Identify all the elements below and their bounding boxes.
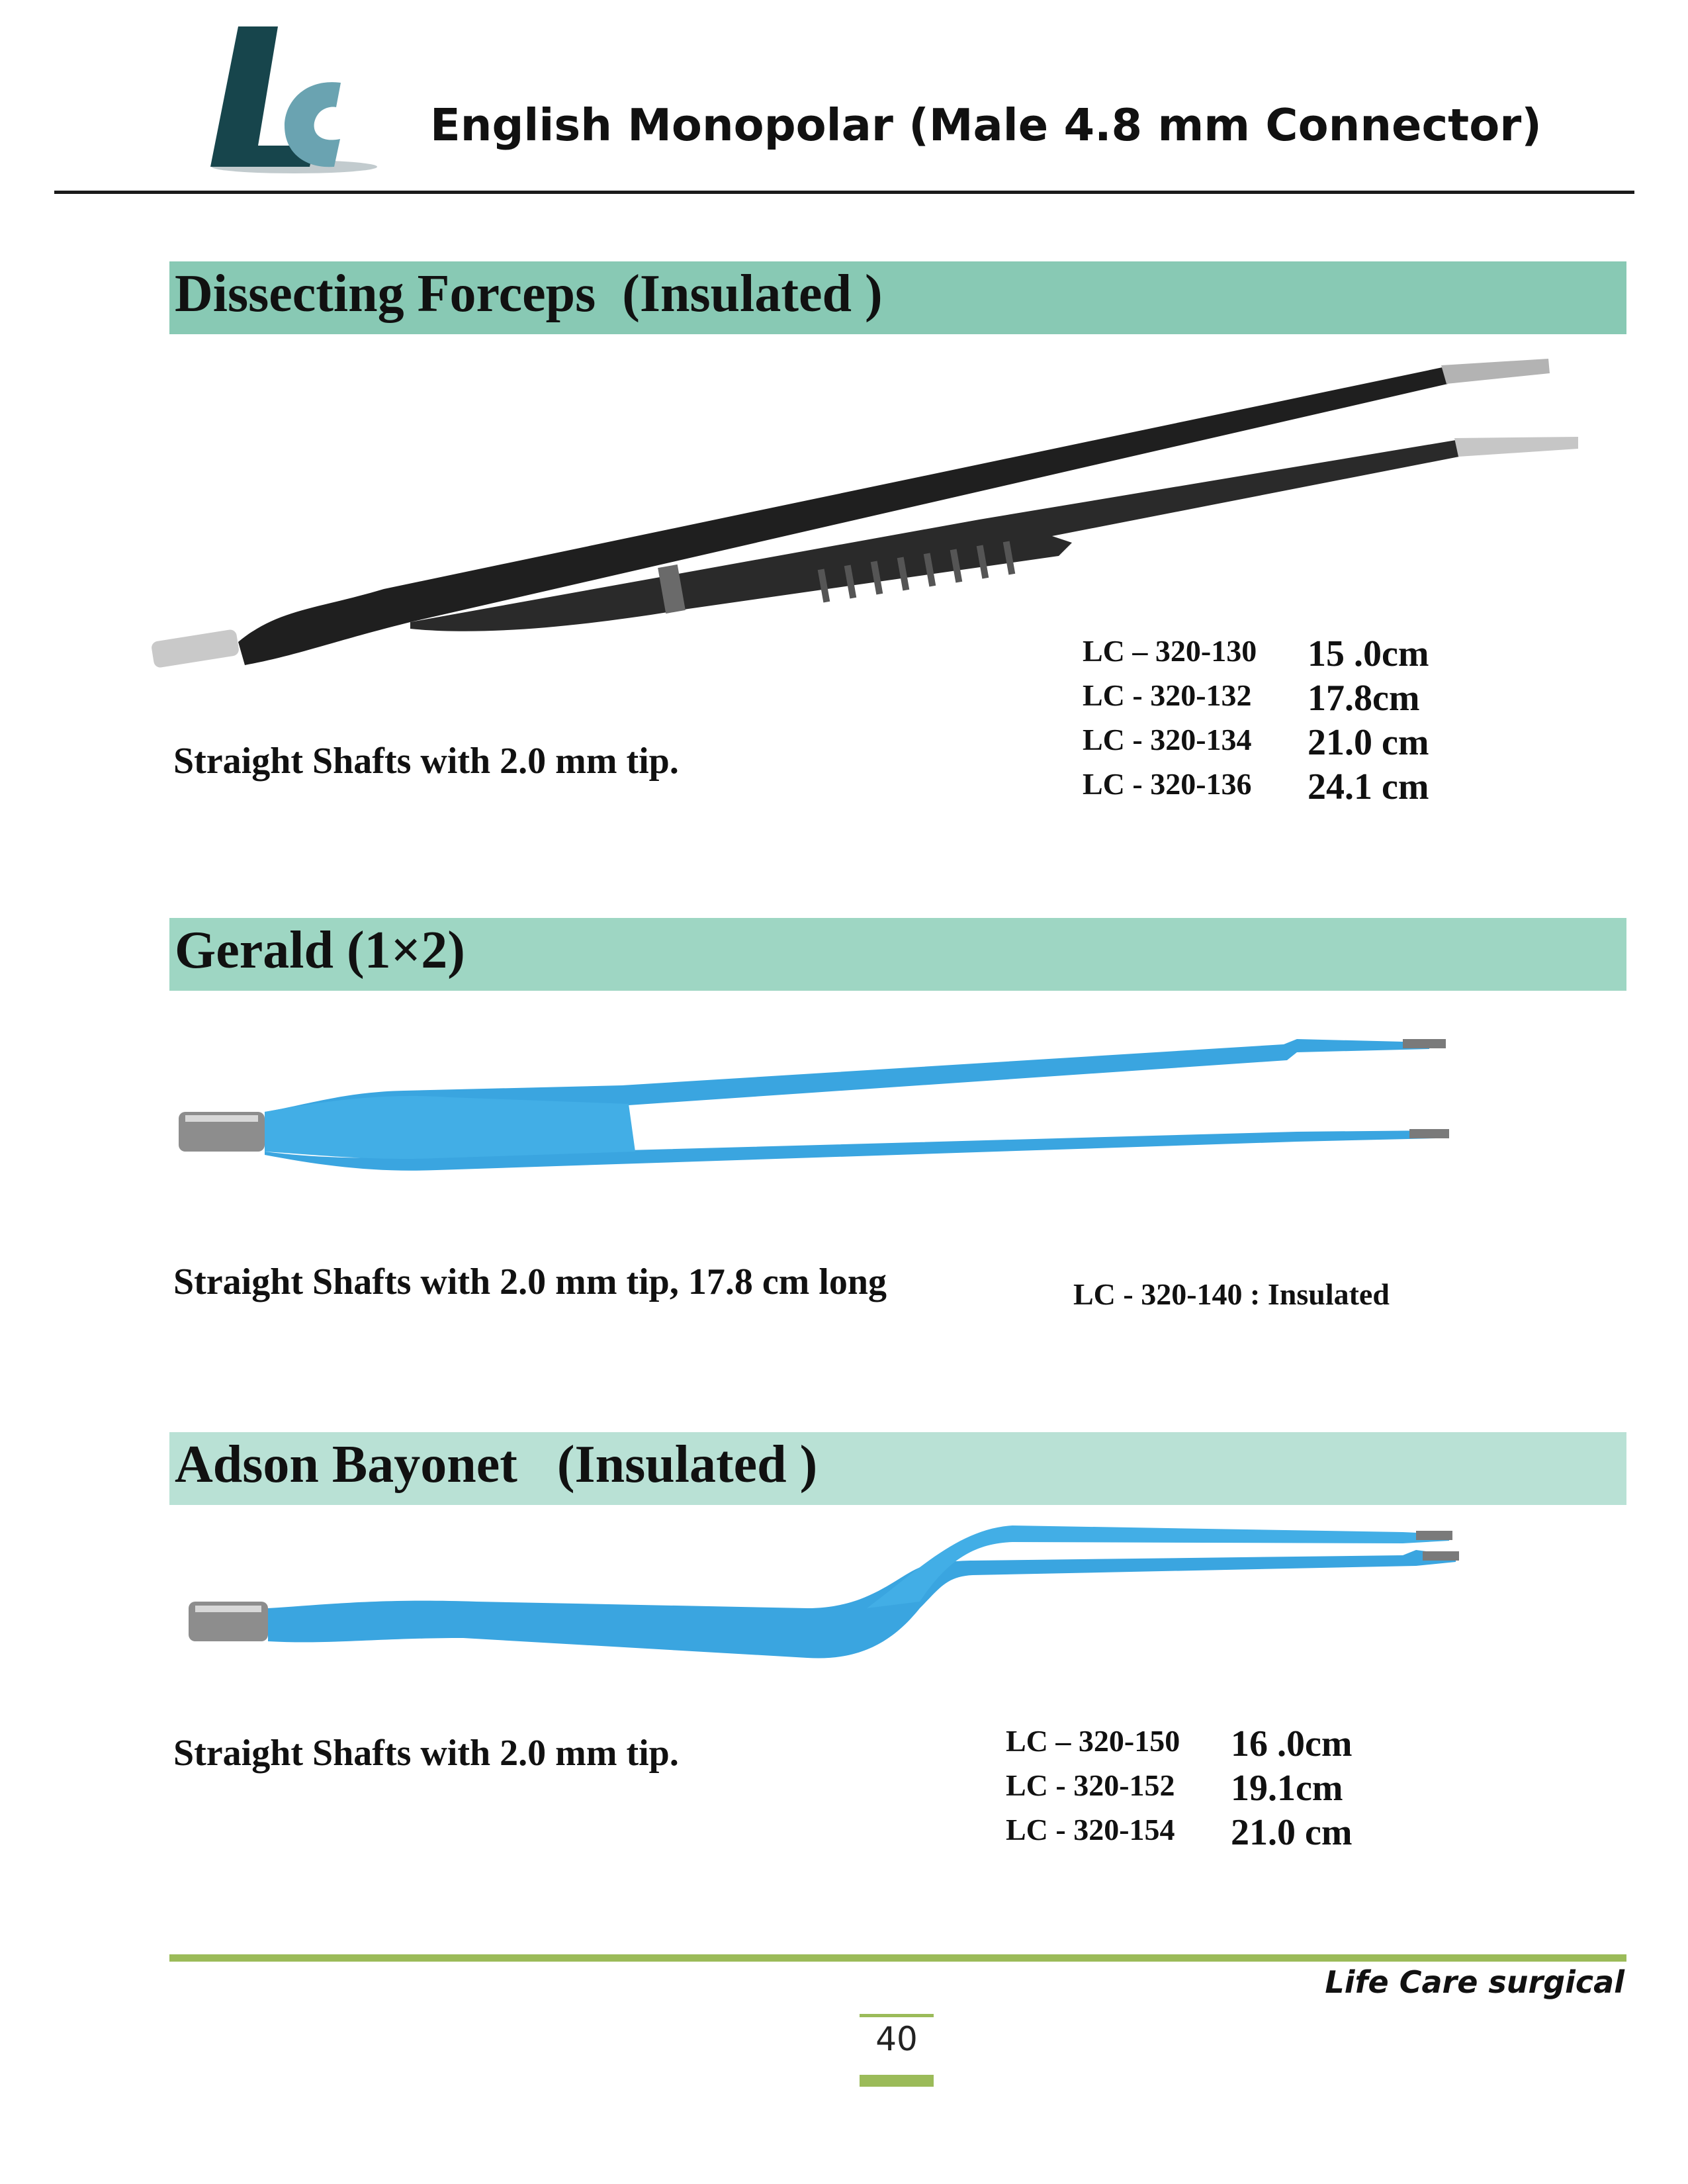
connector-tip bbox=[151, 629, 240, 668]
product-size: 17.8cm bbox=[1308, 678, 1420, 719]
product-code: LC - 320-152 bbox=[1006, 1768, 1175, 1802]
page-title: English Monopolar (Male 4.8 mm Connector) bbox=[430, 99, 1542, 151]
product-code: LC - 320-132 bbox=[1083, 678, 1252, 712]
product-size: 15 .0cm bbox=[1308, 633, 1429, 674]
header-divider bbox=[54, 191, 1634, 194]
section-title: Dissecting Forceps (Insulated ) bbox=[175, 265, 883, 323]
footer-brand: Life Care surgical bbox=[1325, 1964, 1624, 2000]
product-code: LC - 320-136 bbox=[1083, 767, 1252, 801]
gerald-forceps-image bbox=[172, 1019, 1495, 1178]
forceps-body bbox=[265, 1096, 635, 1159]
section-title: Adson Bayonet (Insulated ) bbox=[175, 1435, 818, 1494]
section-band-adson-bayonet bbox=[169, 1432, 1626, 1505]
product-size: 21.0 cm bbox=[1308, 722, 1429, 763]
dissecting-forceps-icon bbox=[151, 359, 1578, 668]
forceps-lower-arm bbox=[410, 440, 1459, 631]
footer-divider bbox=[169, 1954, 1626, 1962]
product-size: 21.0 cm bbox=[1231, 1812, 1353, 1853]
product-code-line: LC - 320-140 : Insulated bbox=[1073, 1277, 1390, 1311]
connector-band bbox=[195, 1606, 261, 1612]
product-size: 16 .0cm bbox=[1231, 1723, 1353, 1764]
connector-band bbox=[185, 1115, 258, 1122]
adson-bayonet-image bbox=[179, 1509, 1502, 1707]
adson-bayonet-forceps-icon bbox=[189, 1525, 1459, 1659]
product-code: LC – 320-130 bbox=[1083, 634, 1257, 668]
section-band-gerald bbox=[169, 918, 1626, 991]
forceps-lower-arm bbox=[268, 1550, 1456, 1659]
forceps-lower-tip bbox=[1409, 1129, 1449, 1138]
product-size: 24.1 cm bbox=[1308, 766, 1429, 807]
product-size: 19.1cm bbox=[1231, 1768, 1343, 1809]
forceps-upper-tip bbox=[1441, 359, 1550, 384]
page-number-bottom-bar bbox=[860, 2075, 934, 2087]
product-code: LC - 320-154 bbox=[1006, 1813, 1175, 1846]
company-logo bbox=[199, 20, 384, 185]
forceps-lower-tip bbox=[1423, 1551, 1459, 1561]
product-code: LC - 320-134 bbox=[1083, 723, 1252, 756]
gerald-forceps-icon bbox=[179, 1039, 1449, 1171]
forceps-lower-tip bbox=[1454, 437, 1578, 457]
section-band-dissecting-forceps bbox=[169, 261, 1626, 334]
page-number-top-bar bbox=[860, 2014, 934, 2017]
section-description: Straight Shafts with 2.0 mm tip. bbox=[173, 741, 679, 782]
product-code: LC – 320-150 bbox=[1006, 1724, 1180, 1758]
section-description: Straight Shafts with 2.0 mm tip. bbox=[173, 1733, 679, 1774]
product-code-list bbox=[1006, 1719, 1180, 1852]
forceps-upper-tip bbox=[1403, 1039, 1446, 1048]
product-size-list bbox=[1231, 1722, 1353, 1855]
product-code-list bbox=[1083, 629, 1257, 806]
forceps-upper-tip bbox=[1416, 1531, 1452, 1540]
section-description: Straight Shafts with 2.0 mm tip, 17.8 cm long bbox=[173, 1261, 887, 1302]
product-size-list bbox=[1308, 632, 1429, 809]
page-number: 40 bbox=[875, 2020, 918, 2058]
section-title: Gerald (1×2) bbox=[175, 921, 465, 979]
